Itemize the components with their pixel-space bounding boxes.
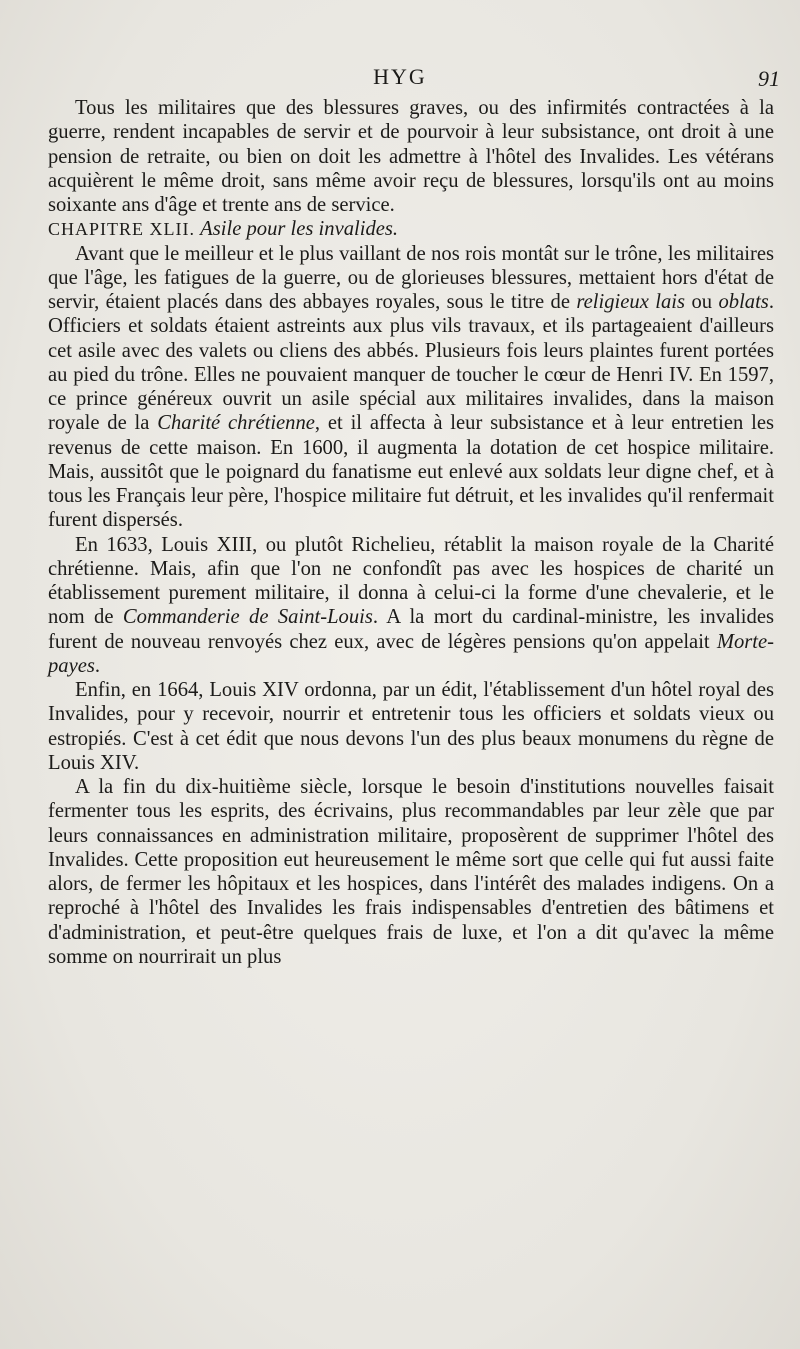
paragraph-pensions: Tous les militaires que des blessures graves, ou des infirmités contractées à la guerre, rendent incapables de servir et de pourvoir à leur subsistance, ont droit à une pension de retraite, ou bien on doit les admettre à l'hôtel des Invalides. Les vétérans acquièrent le même droit, sans même avoir reçu de blessures, lorsqu'ils ont au moins soixante ans d'âge et trente ans de service.	[48, 97, 774, 216]
paragraph-history	[48, 242, 774, 533]
running-head: HYG	[373, 64, 427, 89]
text-run: . Officiers et soldats étaient astreints aux plus vils travaux, et ils partageaient d'ailleurs cet asile avec des valets ou cliens des abbés. Plusieurs fois leurs plaintes furent portées au pied du trône. Elles ne pouvaient manquer de toucher le cœur de Henri IV. En 1597, ce prince généreux ouvrit un asile spécial aux militaires invalides, dans la maison royale de la	[48, 291, 774, 435]
text-run: Avant que le meilleur et le plus vaillant de nos rois montât sur le trône, les militaires que l'âge, les fatigues de la guerre, ou de glorieuses blessures, mettaient hors d'état de servir, étaient placés dans des abbayes royales, sous le titre de	[48, 242, 774, 313]
italic-term-commanderie: Commanderie de Saint-Louis	[122, 606, 373, 629]
chapter-heading	[48, 217, 774, 241]
italic-term-religieux-lais: religieux lais	[576, 291, 686, 313]
italic-term-morte-payes: Morte-payes	[48, 630, 774, 677]
text-run: ou	[685, 291, 719, 313]
chapter-label: CHAPITRE XLII.	[48, 219, 195, 240]
text-run: , et il affecta à leur subsistance et à leur entretien les revenus de cette maison. En 1600, il augmenta la dotation de cet hospice militaire. Mais, aussitôt que le poignard du fanatisme eut enlevé aux soldats leur digne chef, et à tous les Français leur père, l'hospice militaire fut détruit, et les invalides qu'il renfermait furent dispersés.	[48, 412, 774, 532]
page-header	[0, 64, 800, 94]
paragraph-1633	[48, 533, 774, 679]
page-body	[48, 96, 774, 969]
text-run: . A la mort du cardinal-ministre, les invalides furent de nouveau renvoyés chez eux, avec de légères pensions qu'on appelait	[48, 606, 774, 653]
paragraph-1664: Enfin, en 1664, Louis XIV ordonna, par un édit, l'établissement d'un hôtel royal des Invalides, pour y recevoir, nourrir et entretenir tous les officiers et soldats vieux ou estropiés. C'est à cet édit que nous devons l'un des plus beaux monumens du règne de Louis XIV.	[48, 679, 774, 774]
italic-term-charite-chretienne: Charité chrétienne	[157, 412, 315, 435]
text-run: .	[94, 654, 101, 677]
text-run: En 1633, Louis XIII, ou plutôt Richelieu, rétablit la maison royale de la Charité chrétienne. Mais, afin que l'on ne confondît pas avec les hospices de charité un établissement purement militaire, il donna à celui-ci la forme d'une chevalerie, et le nom de	[48, 533, 774, 629]
chapter-title: Asile pour les invalides.	[200, 218, 399, 241]
page-number: 91	[758, 66, 780, 91]
paragraph-18th-century: A la fin du dix-huitième siècle, lorsque le besoin d'institutions nouvelles faisait fermenter tous les esprits, des écrivains, plus recommandables par leur zèle que par leurs connaissances en administration militaire, proposèrent de supprimer l'hôtel des Invalides. Cette proposition eut heureusement le même sort que celle qui fut aussi faite alors, de fermer les hôpitaux et les hospices, dans l'intérêt des malades indigens. On a reproché à l'hôtel des Invalides les frais indispensables d'entretien des bâtimens et d'administration, et peut-être quelques frais de luxe, et l'on a dit qu'avec la même somme on nourrirait un plus	[48, 776, 774, 968]
italic-term-oblats: oblats	[718, 291, 769, 313]
